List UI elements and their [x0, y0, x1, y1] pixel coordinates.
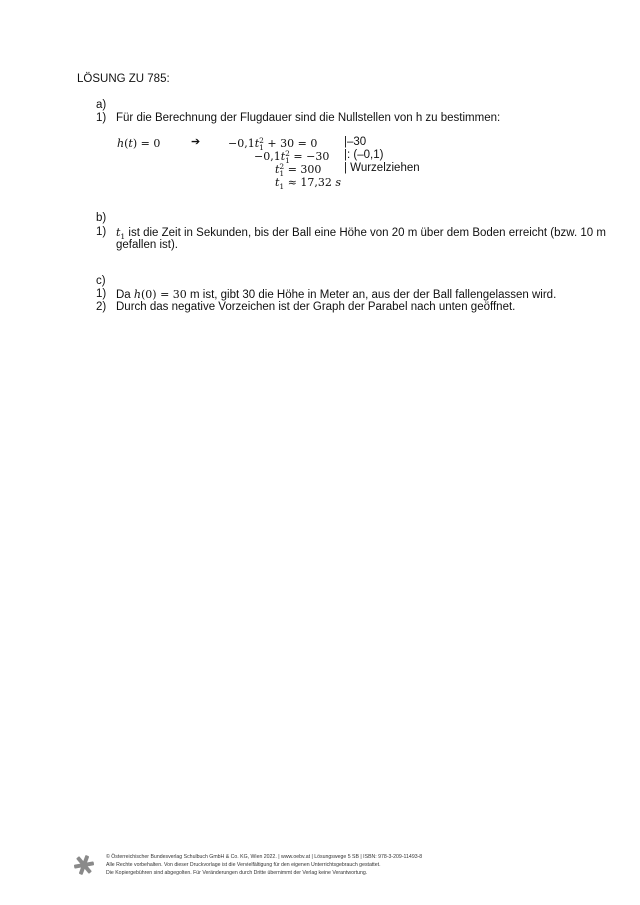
equation-lhs: h(t) = 0 [117, 137, 161, 150]
footer-line-1: © Österreichischer Bundesverlag Schulbuch GmbH & Co. KG, Wien 2022. | www.oebv.at | Lösungswege 5 SB | ISBN: 978-3-209-11493-8 [106, 854, 423, 860]
part-c-math: h(0) = 30 [133, 288, 187, 301]
part-b-text-line2: gefallen ist). [116, 239, 179, 251]
part-a-text: Für die Berechnung der Flugdauer sind die Nullstellen von h zu bestimmen: [116, 112, 501, 124]
part-c-item-1-number: 1) [96, 288, 107, 300]
equation-note-3: | Wurzelziehen [344, 162, 420, 174]
oebv-asterisk-logo [72, 853, 96, 877]
arrow-icon: ➔ [191, 136, 201, 148]
part-b-item-number: 1) [96, 226, 107, 238]
equation-note-2: |: (–0,1) [344, 149, 384, 161]
part-a-label: a) [96, 99, 107, 111]
footer-line-2: Alle Rechte vorbehalten. Von dieser Druckvorlage ist die Vervielfältigung für den eigenen Unterrichtsgebrauch gestattet. [106, 862, 381, 868]
part-c-item-1-text: Da h(0) = 30 m ist, gibt 30 die Höhe in Meter an, aus der der Ball fallengelassen wird. [116, 288, 557, 301]
equation-step-2: −0,1t 2 1 = −30 [254, 149, 330, 165]
equation-step-1: −0,1t 2 1 + 30 = 0 [228, 136, 318, 152]
equation-step-3: t 2 1 = 300 [275, 162, 322, 178]
footer-line-3: Die Kopiergebühren sind abgegolten. Für Veränderungen durch Dritte übernimmt der Verlag keine Verantwortung. [106, 870, 368, 876]
part-b-variable: $t_1$ [116, 226, 126, 242]
part-c-item-2-number: 2) [96, 301, 107, 313]
part-c-item-2-text: Durch das negative Vorzeichen ist der Graph der Parabel nach unten geöffnet. [116, 301, 516, 313]
part-a-item-number: 1) [96, 112, 107, 124]
part-b-text: $t_1$ ist die Zeit in Sekunden, bis der Ball eine Höhe von 20 m über dem Boden erreicht (bzw. 10 m [116, 226, 606, 242]
equation-step-4: $t_1 \approx 17,32$ s [275, 176, 342, 192]
part-b-label: b) [96, 212, 107, 224]
part-c-label: c) [96, 275, 106, 287]
page-title: LÖSUNG ZU 785: [77, 73, 170, 85]
equation-note-1: |–30 [344, 136, 367, 148]
